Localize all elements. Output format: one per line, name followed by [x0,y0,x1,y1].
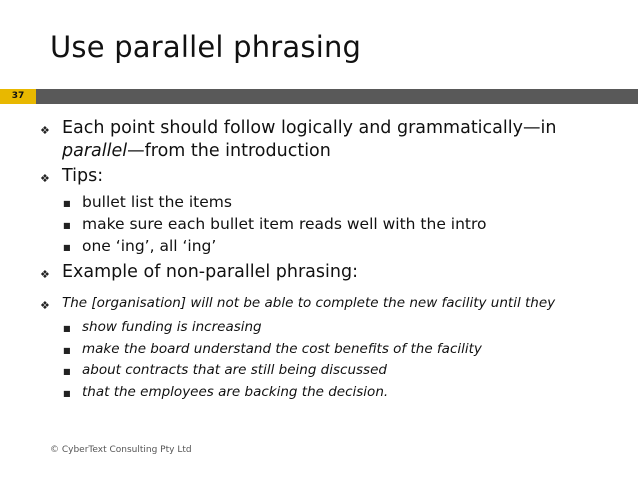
square-bullet-icon: ■ [63,324,71,333]
bullet-text-continued [62,141,331,161]
square-bullet-icon: ■ [63,199,71,208]
diamond-bullet-icon: ❖ [40,124,50,137]
slide-title: Use parallel phrasing [50,30,362,64]
bullet-text: Each point should follow logically and grammatically—in [62,118,557,138]
square-bullet-icon: ■ [63,346,71,355]
square-bullet-icon: ■ [63,221,71,230]
example-item-text: about contracts that are still being discussed [82,362,387,378]
sub-bullet-text: make sure each bullet item reads well with the intro [82,215,487,233]
example-item-text: show funding is increasing [82,319,262,335]
emphasis-text: parallel [62,141,128,161]
square-bullet-icon: ■ [63,389,71,398]
square-bullet-icon: ■ [63,367,71,376]
bullet-text-rest: —from the introduction [127,141,331,161]
slide-number: 37 [0,89,36,104]
diamond-bullet-icon: ❖ [40,299,50,312]
bullet-text: Example of non-parallel phrasing: [62,262,358,282]
bullet-text: Tips: [62,166,104,186]
example-item-text: that the employees are backing the decision. [82,384,389,400]
sub-bullet-text: bullet list the items [82,193,232,211]
example-intro-text: The [organisation] will not be able to complete the new facility until they [62,295,556,311]
diamond-bullet-icon: ❖ [40,172,50,185]
square-bullet-icon: ■ [63,243,71,252]
diamond-bullet-icon: ❖ [40,268,50,281]
footer-copyright: © CyberText Consulting Pty Ltd [50,445,192,455]
sub-bullet-text: one ‘ing’, all ‘ing’ [82,237,217,255]
example-item-text: make the board understand the cost benefits of the facility [82,341,482,357]
